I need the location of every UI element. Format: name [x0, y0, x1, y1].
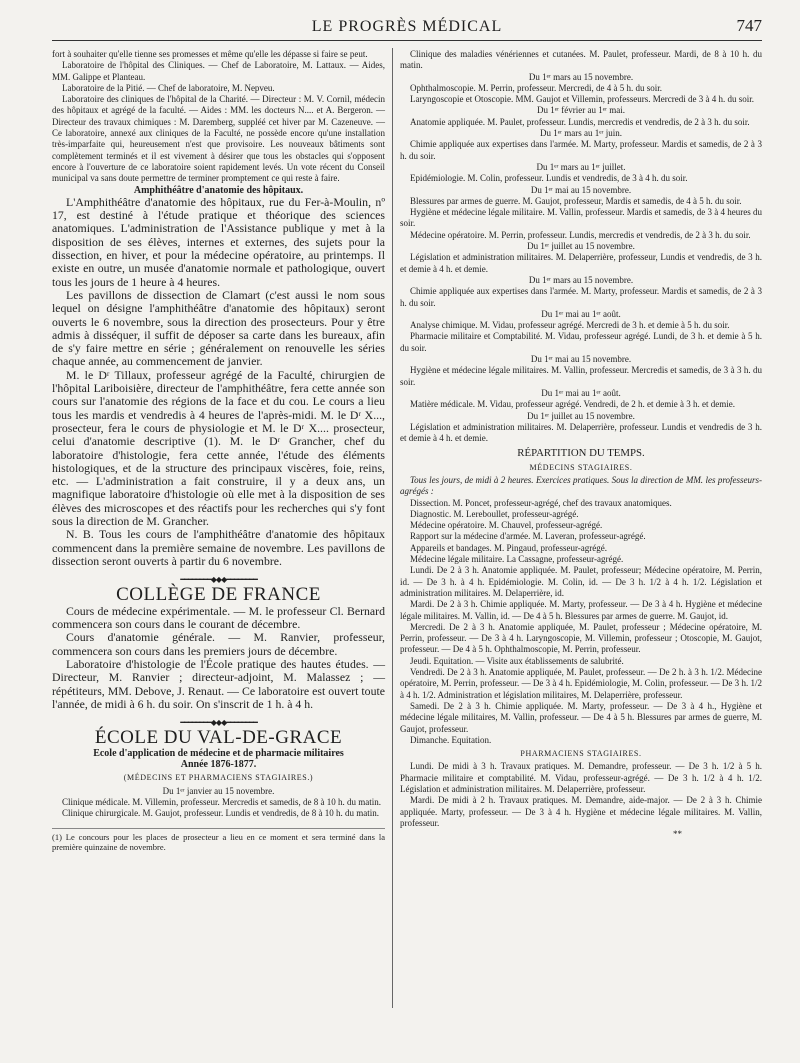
right-column	[400, 49, 762, 840]
course-entry: Analyse chimique. M. Vidau, professeur agrégé. Mercredi de 3 h. et demie à 5 h. du soir.	[410, 320, 730, 331]
course-entry: Clinique des maladies vénériennes et cutanées. M. Paulet, professeur. Mardi, de 8 à 10 h. du matin.	[400, 49, 762, 71]
day-entry: Lundi. De 2 à 3 h. Anatomie appliquée. M. Paulet, professeur; Médecine opératoire, M. Perrin, id. — De 3 h. à 4 h. Epidémiologie. M. Colin, id. — De 3 h. 1/2 à 4 h. 1/2. Législation et administration militaires. M. Delaperrière, id.	[400, 565, 762, 598]
footnote: (1) Le concours pour les places de prosecteur a lieu en ce moment et sera terminé dans la première quinzaine de novembre.	[52, 828, 385, 853]
section-ornament: ━━━━━━━━◆◆◆━━━━━━━━	[180, 718, 257, 728]
journal-title: LE PROGRÈS MÉDICAL	[311, 18, 503, 35]
course-period: Du 1ᵉʳ mars au 15 novembre.	[528, 71, 634, 82]
course-entry: Pharmacie militaire et Comptabilité. M. Vidau, professeur agrégé. Lundi, de 3 h. et demie à 5 h. du soir.	[400, 331, 762, 353]
vdg-date: Du 1ᵉʳ janvier au 15 novembre.	[162, 785, 275, 796]
intro-paragraph: Laboratoire de l'hôpital des Cliniques. — Chef de Laboratoire, M. Lattaux. — Aides, MM. Galippe et Planteau.	[52, 60, 385, 82]
vdg-audience: (MÉDECINS ET PHARMACIENS STAGIAIRES.)	[123, 773, 314, 783]
course-entry: Laryngoscopie et Otoscopie. MM. Gaujot et Villemin, professeurs. Mercredi de 3 à 4 h. du soir.	[410, 94, 754, 105]
amphi-paragraph: L'Amphithéâtre d'anatomie des hôpitaux, rue du Fer-à-Moulin, nº 17, est destiné à l'étude pratique et théorique des sciences anatomiques. L'administration de l'Assistance publique y met à la disposition de ses élèves, internes et externes, des sujets pour la dissection, en hiver, et pour la médecine opératoire, au printemps. Il existe en outre, un musée d'anatomie normale et pathologique, ouvert tous les jours de 1 heure à 4 heures.	[52, 194, 385, 289]
course-entry: Blessures par armes de guerre. M. Gaujot, professeur, Mardis et samedis, de 4 à 5 h. du soir.	[410, 195, 742, 206]
course-period: Du 1ᵉʳ mars au 15 novembre.	[528, 274, 634, 285]
repartition-heading: RÉPARTITION DU TEMPS.	[517, 447, 645, 460]
course-period: Du 1ᵉʳ mai au 15 novembre.	[530, 184, 632, 195]
course-entry: Chimie appliquée aux expertises dans l'armée. M. Marty, professeur. Mardis et samedis, de 2 à 3 h. du soir.	[400, 286, 762, 308]
course-entry: Ophthalmoscopie. M. Perrin, professeur. Mercredi, de 4 à 5 h. du soir.	[410, 82, 662, 93]
course-period: Du 1ᵉʳ mai au 15 novembre.	[530, 354, 632, 365]
page-number: 747	[736, 16, 762, 35]
direction-entry: Médecine légale militaire. La Cassagne, professeur-agrégé.	[410, 554, 624, 565]
direction-entry: Diagnostic. M. Lereboullet, professeur-agrégé.	[410, 508, 579, 519]
direction-entry: Appareils et bandages. M. Pingaud, professeur-agrégé.	[410, 542, 608, 553]
course-entry: Anatomie appliquée. M. Paulet, professeur. Lundis, mercredis et vendredis, de 2 à 3 h. du soir.	[410, 116, 750, 127]
college-paragraph: Laboratoire d'histologie de l'École pratique des hautes études. — Directeur, M. Ranvier ; directeur-adjoint, M. Malassez ; — répétiteurs, MM. Debove, J. Renaut. — Ce laboratoire est ouvert toute l'année, de midi à 6 h. du soir. On s'inscrit de 1 h. à 4 h.	[52, 656, 385, 711]
course-entry: Matière médicale. M. Vidau, professeur agrégé. Vendredi, de 2 h. et demie à 3 h. et demie.	[410, 399, 736, 410]
direction-entry: Dissection. M. Poncet, professeur-agrégé, chef des travaux anatomiques.	[410, 497, 672, 508]
college-paragraph: Cours d'anatomie générale. — M. Ranvier, professeur, commencera son cours dans les premiers jours de décembre.	[52, 630, 385, 658]
pharma-day-entry: Lundi. De midi à 3 h. Travaux pratiques. M. Demandre, professeur. — De 3 h. 1/2 à 5 h. Pharmacie militaire et comptabilité. M. Vidau, professeur-agrégé. — De 3 h. 1/2 à 4 h. 1/2. Législation et administration militaires. M. Delaperrière, professeur.	[400, 761, 762, 794]
day-entry: Jeudi. Equitation. — Visite aux établissements de salubrité.	[410, 655, 624, 666]
vdg-year: Année 1876-1877.	[180, 759, 257, 771]
course-entry: Epidémiologie. M. Colin, professeur. Lundis et vendredis, de 3 à 4 h. du soir.	[410, 173, 688, 184]
day-entry: Samedi. De 2 à 3 h. Chimie appliquée. M. Marty, professeur. — De 3 à 4 h., Hygiène et médecine légale militaires, M. Vallin, professeur. — De 4 à 5 h. Blessures par armes de guerre, M. Gaujot, professeur.	[400, 700, 762, 734]
course-entry: Législation et administration militaires. M. Delaperrière, professeur. Lundis et vendredis de 3 h. et demie à 4 h. et demie.	[400, 421, 762, 444]
course-period: Du 1ᵉʳ mars au 1ᵉʳ juin.	[539, 128, 622, 139]
course-period: Du 1ᵉʳ mai au 1ᵉʳ août.	[541, 308, 621, 319]
course-period: Du 1ᵉʳ juillet au 15 novembre.	[527, 241, 635, 252]
day-entry: Dimanche. Equitation.	[410, 734, 492, 745]
pharmaciens-schedule	[400, 761, 762, 829]
course-list	[400, 49, 762, 444]
amphi-paragraph: N. B. Tous les cours de l'amphithéâtre d'anatomie des hôpitaux commencent dans la première semaine de novembre. Les pavillons de dissection seront ouverts à partir du 6 novembre.	[52, 527, 385, 568]
college-paragraph: Cours de médecine expérimentale. — M. le professeur Cl. Bernard commencera son cours dans le courant de décembre.	[52, 603, 385, 632]
course-entry: Chimie appliquée aux expertises dans l'armée. M. Marty, professeur. Mardis et samedis, de 2 à 3 h. du soir.	[400, 139, 762, 161]
vdg-title: ÉCOLE DU VAL-DE-GRACE	[94, 727, 343, 749]
intro-paragraph: fort à souhaiter qu'elle tienne ses promesses et même qu'elle les dépasse si faire se peut.	[52, 49, 368, 59]
course-period: Du 1ᵉʳ février au 1ᵉʳ mai.	[537, 105, 625, 116]
amphi-paragraph: Les pavillons de dissection de Clamart (c'est aussi le nom sous lequel on désigne l'amphithéâtre d'anatomie des hôpitaux) seront ouverts le 6 novembre, sous la direction des prosecteurs. Pour y être admis à disséquer, il suffit de déposer sa carte dans les bureaux, afin de s'y faire mettre en série ; généralement on renouvelle les séries chaque année, au commencement de janvier.	[52, 287, 385, 369]
pharmaciens-label: PHARMACIENS STAGIAIRES.	[520, 749, 642, 759]
intro-paragraph: Laboratoire de la Pitié. — Chef de laboratoire, M. Nepveu.	[62, 82, 275, 93]
direction-list	[400, 498, 762, 566]
course-period: Du 1ᵉʳ juillet au 15 novembre.	[527, 410, 635, 421]
course-entry: Hygiène et médecine légale militaires. M. Vallin, professeur. Mercredis et samedis, de 3 à 3 h. du soir.	[400, 365, 762, 387]
page-header	[52, 12, 762, 41]
course-entry: Médecine opératoire. M. Perrin, professeur. Lundis, mercredis et vendredis, de 2 à 3 h. du soir.	[410, 229, 751, 240]
vdg-course: Clinique chirurgicale. M. Gaujot, professeur. Lundis et vendredis, de 8 à 10 h. du matin.	[62, 808, 380, 819]
vdg-course: Clinique médicale. M. Villemin, professeur. Mercredis et samedis, de 8 à 10 h. du matin.	[62, 796, 381, 807]
course-entry: Hygiène et médecine légale militaire. M. Vallin, professeur. Mardis et samedis, de 3 à 4 heures du soir.	[400, 207, 762, 229]
vdg-subtitle: Ecole d'application de médecine et de pharmacie militaires	[93, 747, 344, 759]
college-title: COLLÈGE DE FRANCE	[116, 584, 321, 606]
course-period: Du 1ᵉʳ mars au 1ᵉʳ juillet.	[536, 161, 626, 172]
column-divider	[392, 48, 393, 1008]
amphi-paragraph: M. le Dʳ Tillaux, professeur agrégé de la Faculté, chirurgien de l'hôpital Lariboisière, directeur de l'amphithéâtre, fera cette année son cours sur l'anatomie des régions de la face et du cou. Le cours a lieu tous les mardis et vendredis à 4 heures de l'après-midi. M. le Dʳ X..., prosecteur, fera le cours de physiologie et M. le Dʳ X.... prosecteur, celui d'anatomie descriptive (1). M. le Dʳ Grancher, chef du laboratoire d'histologie, fera cette année, l'étude des éléments histologiques, et de la structure des principaux viscères, foie, reins, etc. — L'administration a fait construire, il y a deux ans, un magnifique laboratoire d'histologie où elle met à la disposition de ses élèves des microscopes et des réactifs pour les recherches qui s'y font sous la direction de M. Grancher.	[52, 367, 385, 528]
pharma-day-entry: Mardi. De midi à 2 h. Travaux pratiques. M. Demandre, aide-major. — De 2 à 3 h. Chimie appliquée. Marty, professeur. — De 3 à 4 h. Hygiène et médecine légale militaires. M. Vallin, professeur.	[400, 795, 762, 828]
direction-entry: Médecine opératoire. M. Chauvel, professeur-agrégé.	[410, 520, 603, 531]
intro-paragraph: Laboratoire des cliniques de l'hôpital de la Charité. — Directeur : M. V. Cornil, médecin des hôpitaux et agrégé de la faculté. — Aides : MM. les docteurs N.... et A. Bergeron. — Directeur des travaux chimiques : M. Daremberg, suppléé cet hiver par M. Cazeneuve. — Ce laboratoire, annexé aux cliniques de la Faculté, ne possède encore qu'une installation très-imparfaite qui, heureusement n'est que provisoire. Les nouveaux bâtiments sont complètement terminés et il est vivement à désirer que tous les obstacles qui s'opposent encore à l'ouverture de ce laboratoire soient rapidement levés. Un vote récent du Conseil municipal va sans doute permettre de terminer promptement ce qui reste à faire.	[52, 94, 385, 184]
daily-exercises: Tous les jours, de midi à 2 heures. Exercices pratiques. Sous la direction de MM. les professeurs-agrégés :	[400, 474, 762, 497]
day-entry: Mercredi. De 2 à 3 h. Anatomie appliquée, M. Paulet, professeur ; Médecine opératoire, M. Perrin, professeur. — De 3 à 4 h. Laryngoscopie, M. Villemin, professeur ; Otoscopie, M. Gaujot, professeur. — De 4 à 5 h. Ophthalmoscopie, M. Perrin, professeur.	[400, 621, 762, 655]
day-entry: Vendredi. De 2 à 3 h. Anatomie appliquée, M. Paulet, professeur. — De 2 h. à 3 h. 1/2. Médecine opératoire, M. Perrin, professeur. — De 3 à 4 h. Epidémiologie, M. Colin, professeur. — De 3 h. 1/2 à 4 h. 1/2. Administration et législation militaires, M. Delaperrière, professeur.	[400, 667, 762, 700]
course-entry: Législation et administration militaires. M. Delaperrière, professeur, Lundis et vendredis, de 3 h. et demie à 4 h. et demie.	[400, 252, 762, 274]
day-entry: Mardi. De 2 à 3 h. Chimie appliquée. M. Marty, professeur. — De 3 à 4 h. Hygiène et médecine légale militaires. M. Vallin, id. — De 4 à 5 h. Blessures par armes de guerre. M. Gaujot, id.	[400, 599, 762, 621]
course-period: Du 1ᵉʳ mai au 1ᵉʳ août.	[541, 387, 621, 398]
weekly-schedule	[400, 565, 762, 746]
direction-entry: Rapport sur la médecine d'armée. M. Laveran, professeur-agrégé.	[410, 531, 646, 542]
left-column	[52, 49, 385, 853]
stagiaires-label: MÉDECINS STAGIAIRES.	[529, 462, 633, 472]
section-ornament: ━━━━━━━━◆◆◆━━━━━━━━	[180, 575, 257, 585]
end-mark: **	[673, 829, 682, 840]
amphi-heading: Amphithéâtre d'anatomie des hôpitaux.	[133, 184, 304, 196]
